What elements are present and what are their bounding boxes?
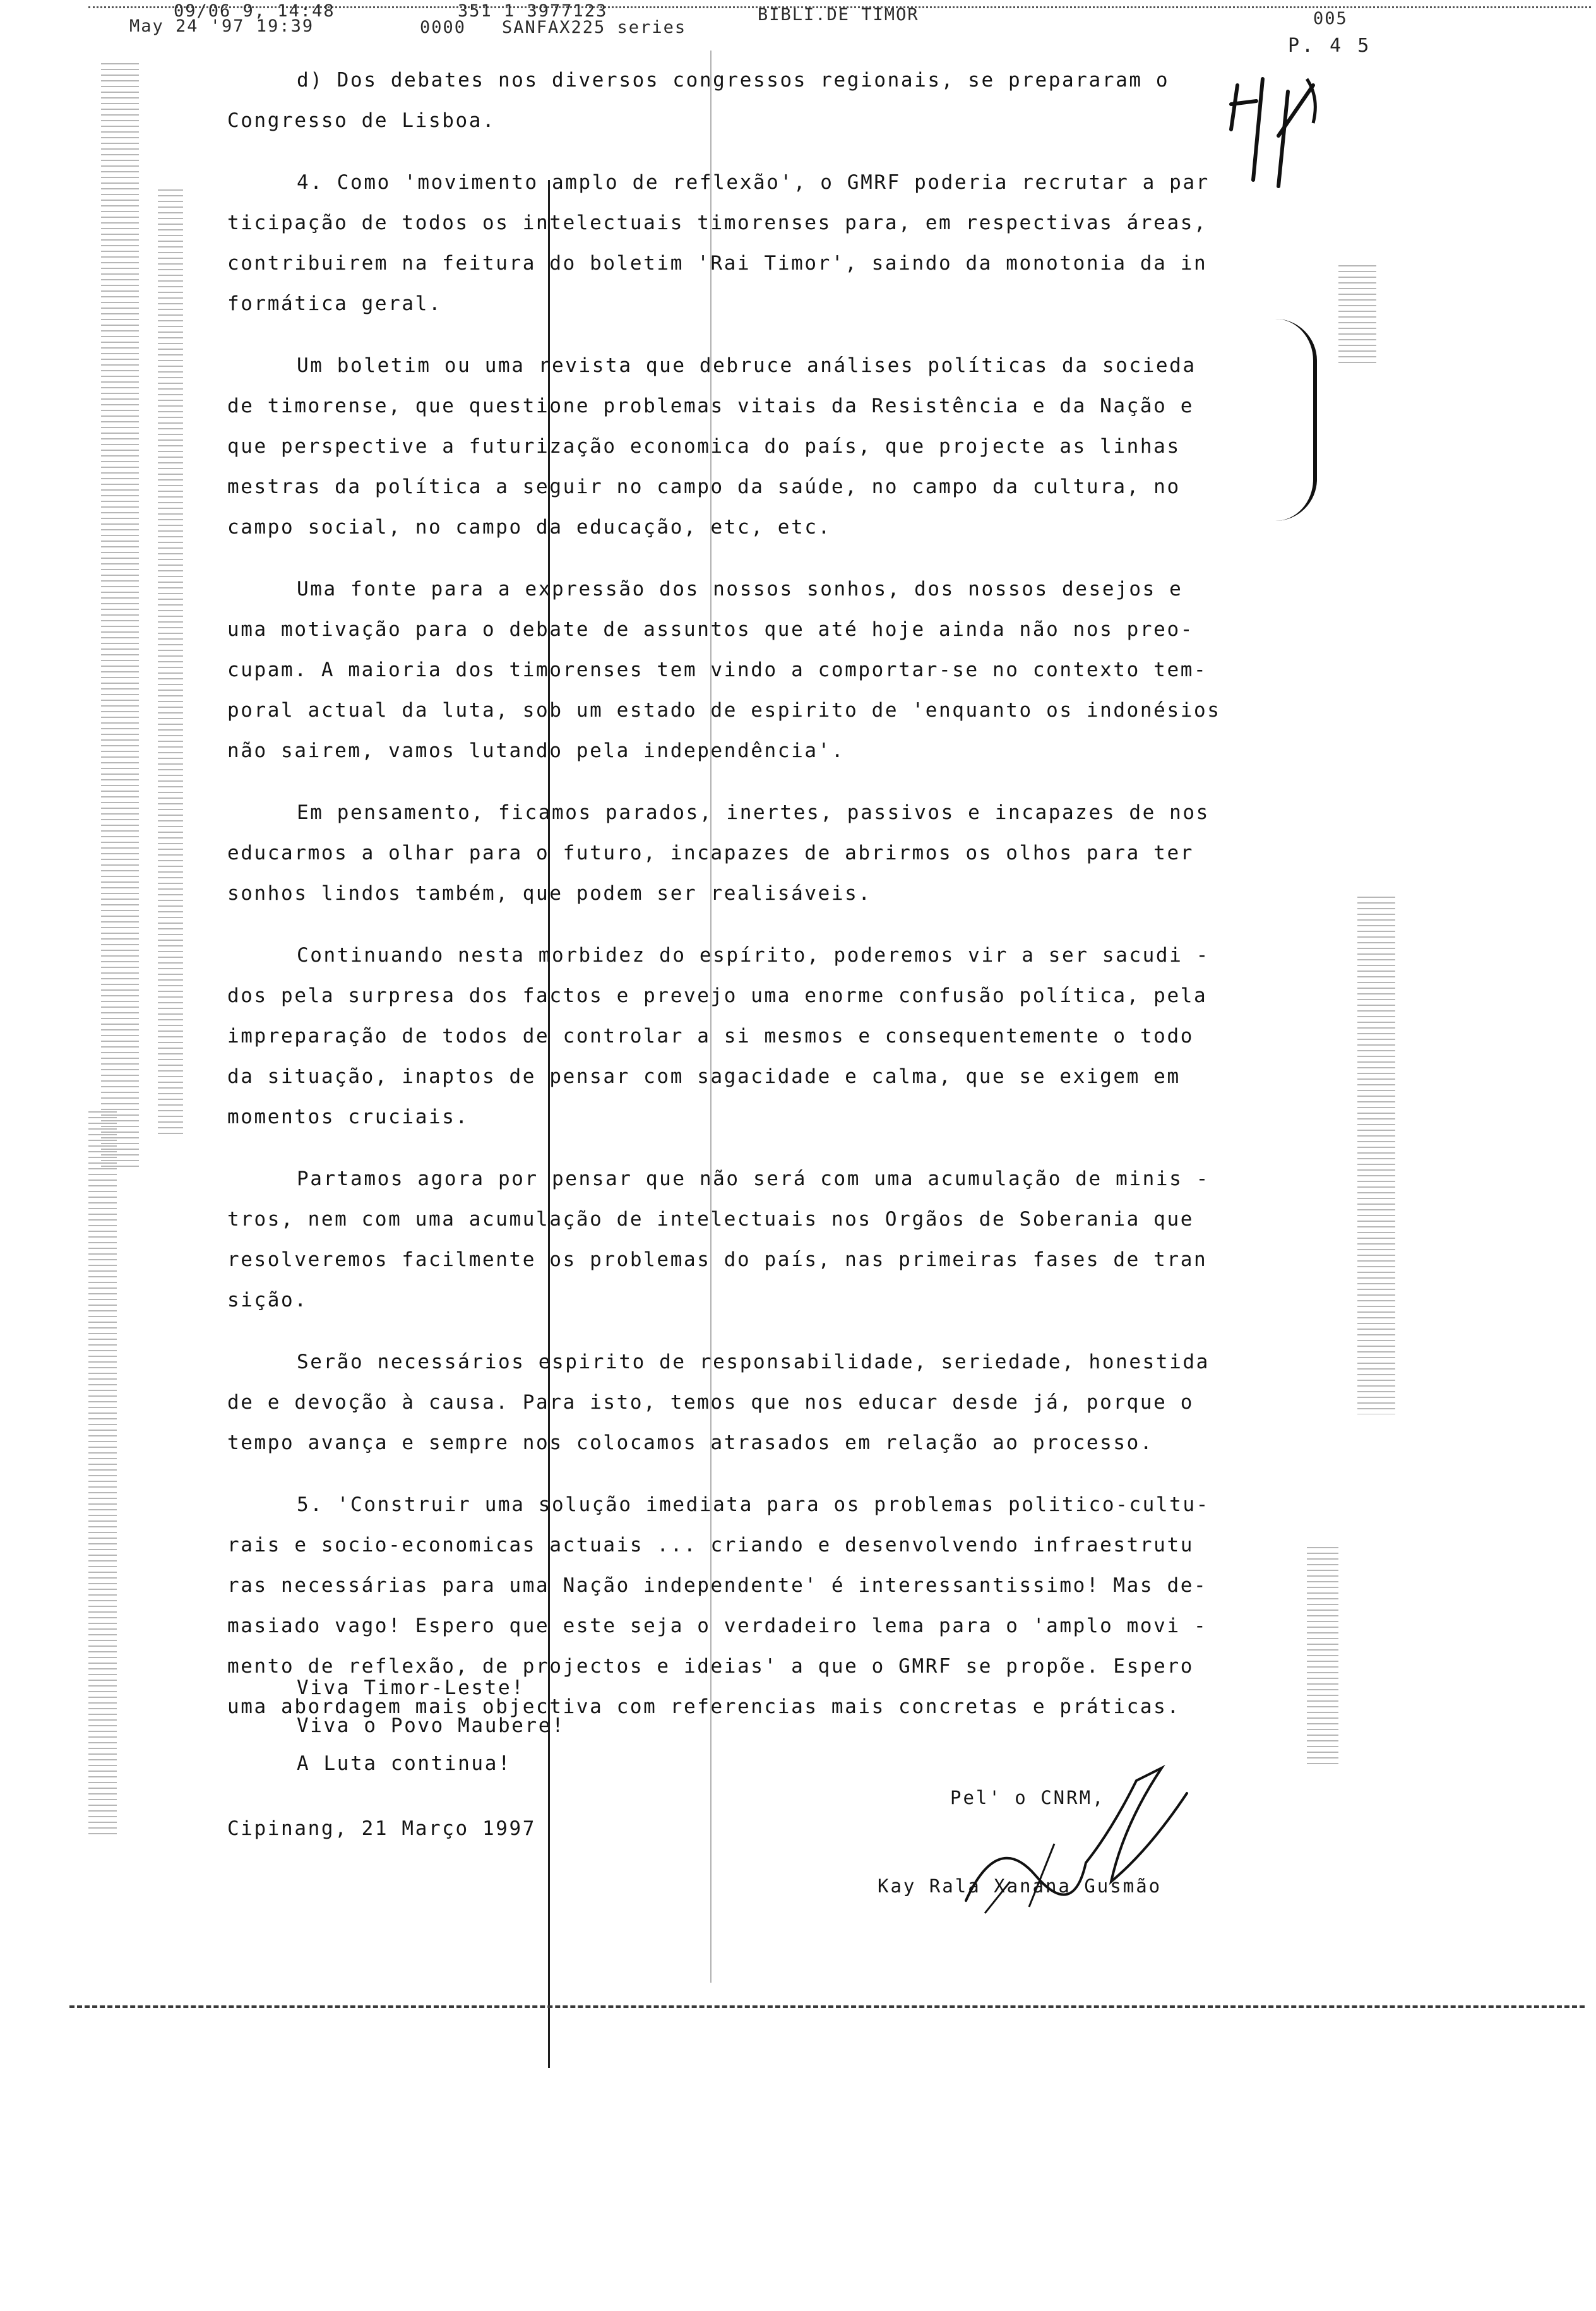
margin-noise-right-3 [1307,1547,1338,1768]
margin-bracket-mark [1275,319,1317,521]
scan-line-right [710,51,712,1983]
paragraph-6-line-3: impreparação de todos de controlar a si mesmos e consequentemente o todo [227,1025,1194,1048]
paragraph-6-line-4: da situação, inaptos de pensar com sagacidade e calma, que se exigem em [227,1065,1181,1088]
paragraph-2-line-3: contribuirem na feitura do boletim 'Rai Timor', saindo da monotonia da in [227,252,1208,275]
paragraph-3-line-1: Um boletim ou uma revista que debruce análises políticas da socieda [297,354,1196,377]
paragraph-7-line-4: sição. [227,1289,308,1311]
paragraph-9-line-5: mento de reflexão, de projectos e ideias' a que o GMRF se propõe. Espero [227,1655,1194,1678]
fax-date-stamp-bottom: May 24 '97 19:39 [129,16,314,36]
paragraph-1-line-2: Congresso de Lisboa. [227,109,496,132]
margin-noise-left-3 [88,1111,117,1837]
paragraph-1-line-1: d) Dos debates nos diversos congressos regionais, se prepararam o [297,69,1170,92]
closing-line-3: A Luta continua! [297,1752,512,1775]
fax-job-code: 0000 [420,18,467,37]
paragraph-4-line-1: Uma fonte para a expressão dos nossos sonhos, dos nossos desejos e [297,578,1183,600]
paragraph-9-line-1: 5. 'Construir uma solução imediata para os problemas politico-cultu- [297,1493,1210,1516]
paragraph-3-line-4: mestras da política a seguir no campo da saúde, no campo da cultura, no [227,475,1181,498]
paragraph-3-line-5: campo social, no campo da educação, etc, etc. [227,516,831,539]
paragraph-4-line-3: cupam. A maioria dos timorenses tem vindo a comportar-se no contexto tem- [227,659,1208,681]
fax-bottom-rule [69,2005,1585,2008]
paragraph-3-line-3: que perspective a futurização economica do país, que projecte as linhas [227,435,1181,458]
closing-line-1: Viva Timor-Leste! [297,1676,525,1699]
fax-date-stamp-top: 09/06 9, 14:48 [174,1,335,21]
paragraph-8-line-1: Serão necessários espirito de responsabilidade, seriedade, honestida [297,1351,1210,1373]
handwritten-signature-icon [960,1755,1225,1920]
paragraph-9-line-3: ras necessárias para uma Nação independente' é interessantissimo! Mas de- [227,1574,1208,1597]
paragraph-4-line-2: uma motivação para o debate de assuntos que até hoje ainda não nos preo- [227,618,1194,641]
paragraph-8-line-2: de e devoção à causa. Para isto, temos que nos educar desde já, porque o [227,1391,1194,1414]
fax-machine: SANFAX225 series [502,18,687,37]
paragraph-4-line-4: poral actual da luta, sob um estado de espirito de 'enquanto os indonésios [227,699,1221,722]
paragraph-2-line-1: 4. Como 'movimento amplo de reflexão', o GMRF poderia recrutar a par [297,171,1210,194]
paragraph-9-line-4: masiado vago! Espero que este seja o verdadeiro lema para o 'amplo movi - [227,1615,1208,1637]
paragraph-6-line-5: momentos cruciais. [227,1106,469,1128]
margin-noise-left [101,63,139,1168]
page-number: P. 4 5 [1288,35,1372,57]
paragraph-3-line-2: de timorense, que questione problemas vitais da Resistência e da Nação e [227,395,1194,417]
paragraph-9-line-6: uma abordagem mais objectiva com referencias mais concretas e práticas. [227,1695,1181,1718]
paragraph-2-line-2: ticipação de todos os intelectuais timorenses para, em respectivas áreas, [227,212,1208,234]
fax-page-counter: 005 [1313,9,1348,28]
scan-line-left [548,180,550,2068]
fax-sender: BIBLI.DE TIMOR [758,5,919,25]
paragraph-5-line-3: sonhos lindos também, que podem ser realisáveis. [227,882,872,905]
fax-number: 351 1 3977123 [458,1,608,21]
paragraph-5-line-1: Em pensamento, ficamos parados, inertes, passivos e incapazes de nos [297,801,1210,824]
handwritten-annotation-icon [1218,60,1338,193]
place-date: Cipinang, 21 Março 1997 [227,1817,537,1840]
margin-noise-right-1 [1338,265,1376,366]
paragraph-9-line-2: rais e socio-economicas actuais ... criando e desenvolvendo infraestrutu [227,1534,1194,1556]
paragraph-6-line-2: dos pela surpresa dos factos e prevejo uma enorme confusão política, pela [227,984,1208,1007]
margin-noise-right-2 [1357,897,1395,1414]
paragraph-5-line-2: educarmos a olhar para o futuro, incapazes de abrirmos os olhos para ter [227,842,1194,864]
signature-on-behalf: Pel' o CNRM, [950,1787,1105,1808]
closing-line-2: Viva o Povo Maubere! [297,1714,566,1737]
paragraph-6-line-1: Continuando nesta morbidez do espírito, poderemos vir a ser sacudi - [297,944,1210,967]
paragraph-8-line-3: tempo avança e sempre nos colocamos atrasados em relação ao processo. [227,1431,1154,1454]
margin-noise-left-2 [158,189,183,1137]
signature-name: Kay Rala Xanana Gusmão [878,1875,1162,1897]
paragraph-7-line-2: tros, nem com uma acumulação de intelectuais nos Orgãos de Soberania que [227,1208,1194,1231]
paragraph-7-line-3: resolveremos facilmente os problemas do país, nas primeiras fases de tran [227,1248,1208,1271]
paragraph-4-line-5: não sairem, vamos lutando pela independência'. [227,739,845,762]
paragraph-7-line-1: Partamos agora por pensar que não será com uma acumulação de minis - [297,1167,1210,1190]
paragraph-2-line-4: formática geral. [227,292,443,315]
